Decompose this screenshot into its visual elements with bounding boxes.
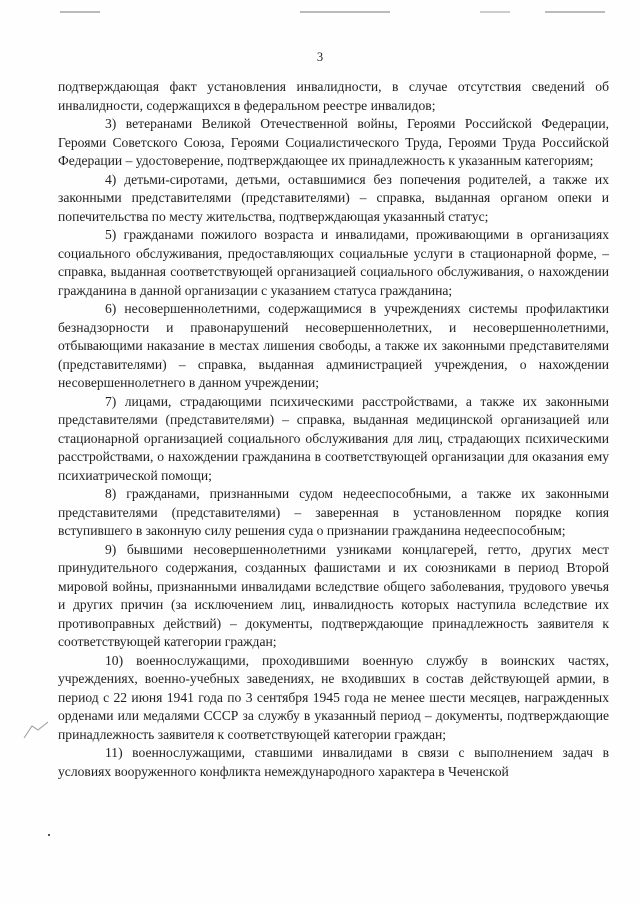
scan-edge-marks — [0, 10, 640, 14]
scan-dot — [48, 834, 50, 836]
paragraph-continuation: подтверждающая факт установления инвалидности, в случае отсутствия сведений об инвалидности, содержащихся в федеральном реестре инвалидов; — [58, 79, 609, 113]
paragraph-item-9: 9) бывшими несовершеннолетними узниками концлагерей, гетто, других мест принудительного содержания, созданных фашистами и их союзниками в период Второй мировой войны, признанными инвалидами вследствие общего заболевания, трудового увечья и других причин (за исключением лиц, инвалидность которых наступила вследствие их противоправных действий) – документы, подтверждающие принадлежность заявителя к соответствующей категории граждан; — [58, 541, 609, 649]
paragraph-item-8: 8) гражданами, признанными судом недееспособными, а также их законными представителями (представителями) – заверенная в установленном порядке копия вступившего в законную силу решения суда о признании гражданина недееспособным; — [58, 486, 609, 538]
paragraph-item-4: 4) детьми-сиротами, детьми, оставшимися без попечения родителей, а также их законными представителями (представителями) – справка, выданная органом опеки и попечительства по месту жительства, подтверждающая указанный статус; — [58, 171, 609, 224]
paragraph-item-10: 10) военнослужащими, проходившими военную службу в воинских частях, учреждениях, военно-учебных заведениях, не входивших в состав действующей армии, в период с 22 июня 1941 года по 3 сентября 1945 года не менее шести месяцев, награжденных орденами или медалями СССР за службу в указанный период – документы, подтверждающие принадлежность заявителя к соответствующей категории граждан; — [58, 652, 609, 742]
paragraph-item-6: 6) несовершеннолетними, содержащимися в учреждениях системы профилактики безнадзорности и правонарушений несовершеннолетних, и несовершеннолетними, отбывающими наказание в местах лишения свободы, а также их законными представителями (представителями) – справка, выданная администрацией учреждения, о нахождении несовершеннолетнего в данном учреждении; — [58, 301, 609, 390]
paragraph-item-5: 5) гражданами пожилого возраста и инвалидами, проживающими в организациях социального обслуживания, предоставляющих социальные услуги в стационарной форме, – справка, выданная соответствующей организацией социального обслуживания, о нахождении гражданина в данной организации с указанием статуса гражданина; — [58, 227, 609, 298]
document-body — [58, 78, 609, 781]
page-number: 3 — [316, 50, 324, 64]
paragraph-item-3: 3) ветеранами Великой Отечественной войны, Героями Российской Федерации, Героями Советского Союза, Героями Социалистического Труда, Героями Труда Российской Федерации – удостоверение, подтверждающее их принадлежность к указанным категориям; — [58, 116, 609, 168]
paragraph-item-11: 11) военнослужащими, ставшими инвалидами в связи с выполнением задач в условиях вооруженного конфликта немеждународного характера в Чеченской — [58, 745, 609, 779]
paragraph-item-7: 7) лицами, страдающими психическими расстройствами, а также их законными представителями (представителями) – справка, выданная медицинской организацией или стационарной организацией социального обслуживания для лиц, страдающих психическими расстройствами, о нахождении гражданина в соответствующей организации для оказания ему психиатрической помощи; — [58, 393, 609, 483]
scan-tear-mark — [22, 720, 52, 740]
